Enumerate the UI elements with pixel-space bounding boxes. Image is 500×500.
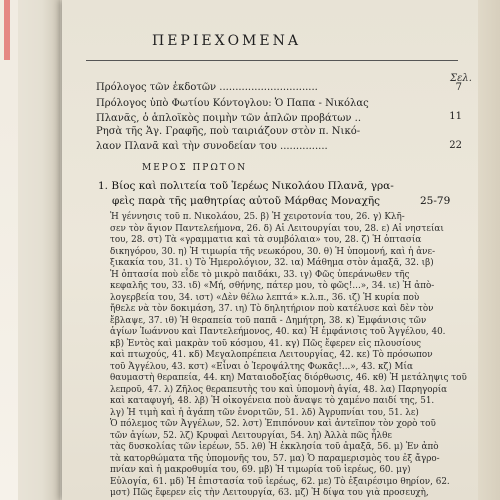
body-line: ξικακία του, 31. ι) Τὸ Ἡμερολόγιον, 32. ια) Μάθημα στὸν ἀμαξᾶ, 32. ιβ) (110, 258, 434, 268)
toc-entry-line: Πρόλογος τῶν ἐκδοτῶν ............................... (96, 82, 318, 93)
body-line: δικηγόρου, 30. η) Ἡ τιμωρία τῆς νεωκόρου, 30. θ) Ἡ ὑπομονή, καὶ ἡ ἀνε- (110, 246, 436, 257)
title-rule (86, 60, 458, 61)
chapter-entry-line: 1. Βίος καὶ πολιτεία τοῦ Ἱερέως Νικολάου Πλανᾶ, γρα- (98, 180, 394, 192)
toc-entry-line: Ρησὰ τῆς Ἁγ. Γραφῆς, ποὺ ταιριάζουν στὸν π. Νικό- (96, 126, 361, 137)
body-line: τῶν ἀγίων, 52. λζ) Κρυφαὶ Λειτουργίαι, 54. λη) Ἀλλὰ πῶς ἦλθε (110, 430, 392, 441)
body-line: λγ) Ἡ τιμὴ καὶ ἡ ἀγάπη τῶν ἐνοριτῶν, 51. λδ) Ἀγρυπνίαι του, 51. λε) (110, 407, 419, 418)
toc-entry-line: Πρόλογος ὑπὸ Φωτίου Κόντογλου: Ὁ Παπα - Νικόλας (96, 98, 369, 109)
body-line: σεν τὸν ἅγιον Παντελεήμονα, 26. δ) Αἱ Λειτουργίαι του, 28. ε) Αἱ νηστείαι (110, 223, 444, 234)
body-line: Ὁ πόλεμος τῶν Ἀγγέλων, 52. λστ) Ἐπιπόνουν καὶ ἀντεῖπον τὸν χορὸ τοῦ (110, 419, 436, 429)
body-line: Ἡ ὀπτασία ποὺ εἶδε τὸ μικρὸ παιδάκι, 33. ιγ) Φῶς ὑπεράνωθεν τῆς (110, 269, 410, 280)
toc-entry-line: λαον Πλανᾶ καὶ τὴν συνοδείαν του ............... (96, 141, 328, 152)
chapter-entry-pages: 25-79 (420, 195, 451, 207)
body-line: πνίαν καὶ ἡ μακροθυμία του, 69. μβ) Ἡ τιμωρία τοῦ ἱερέως, 60. μγ) (110, 465, 411, 475)
toc-entry-page: 11 (449, 111, 462, 122)
red-marking (4, 0, 10, 60)
body-line: ἁγίων Ἰωάννου καὶ Παντελεήμονος, 40. κα) Ἡ ἐμφάνισις τοῦ Ἀγγέλου, 40. (110, 327, 446, 337)
body-line: του, 28. στ) Τὰ «γραμματια καὶ τὰ συμβόλαια» του, 28. ζ) Ἡ ὀπτασία (110, 235, 422, 245)
book-page (62, 0, 500, 500)
body-line: θαυμαστὴ θεραπεία, 44. κη) Ματαιοδοξίας διόρθωσις, 46. κθ) Ἡ μετάληψις τοῦ (110, 373, 467, 383)
body-line: λεπροῦ, 47. λ) Ζῆλος θεραπευτὴς του καὶ ὑπομονὴ ἁγία, 48. λα) Παρηγορία (110, 384, 448, 395)
body-line: τὰς δυσκολίας τῶν ἱερέων, 55. λθ) Ἡ ἐκκλησία τοῦ ἀμαξᾶ, 56. μ) Ἐν ἀπὸ (110, 442, 439, 452)
adjacent-page (0, 0, 60, 500)
toc-entry-line: Πλανᾶς, ὁ ἁπλοϊκὸς ποιμὴν τῶν ἁπλῶν προβάτων .. (96, 113, 362, 124)
body-line: Εὐλογία, 61. μδ) Ἡ ἐπιστασία τοῦ ἱερέως, 62. με) Τὸ ἐξαιρέσιμο θηρίον, 62. (110, 476, 450, 487)
body-line: ἔβλαψε, 37. ιθ) Ἡ θεραπεία τοῦ παπᾶ - Δημήτρη, 38. κ) Ἐμφάνισις τῶν (110, 315, 427, 326)
body-line: Ἡ γέννησις τοῦ π. Νικολάου, 25. β) Ἡ χειροτονία του, 26. γ) Κλῆ- (110, 212, 405, 222)
chapter-entry-line: φεὶς παρὰ τῆς μαθητρίας αὐτοῦ Μάρθας Μοναχῆς (112, 195, 381, 207)
page-column-header: Σελ. (450, 73, 472, 84)
page-title: ΠΕΡΙΕΧΟΜΕΝΑ (152, 33, 301, 49)
body-line: λογερβεία του, 34. ιστ) «Δὲν θέλω λεπτά» κ.λ.π., 36. ιζ) Ἡ κυρία ποὺ (110, 292, 420, 303)
body-line: κβ) Ἐντὸς καὶ μακρὰν τοῦ κόσμου, 41. κγ) Πῶς ἔφερεν εἰς πλουσίους (110, 338, 422, 349)
body-line: καὶ πτωχούς, 41. κδ) Μεγαλοπρέπεια Λειτουργίας, 42. κε) Τὸ πρόσωπον (110, 350, 433, 360)
body-line: κεφαλῆς του, 33. ιδ) «Μή, σθήνης, πάτερ μου, τὸ φῶς!...», 34. ιε) Ἡ ἀπὸ- (110, 281, 435, 291)
toc-entry-page: 22 (449, 140, 462, 151)
section-heading: ΜΕΡΟΣ ΠΡΩΤΟΝ (142, 163, 248, 173)
body-line: καὶ καταφυγή, 48. λβ) Ἡ οἰκογένεια ποὺ ἄναψε τὸ χαμένο παιδί της, 51. (110, 396, 435, 406)
toc-entry-page: 7 (455, 82, 462, 93)
body-line: ἤθελε νὰ τὸν δοκιμάση, 37. ιη) Τὸ δηλητήριον ποὺ κατέλυσε καὶ δὲν τὸν (110, 304, 434, 314)
body-line: τὰ κατορθώματα τῆς ὑπομονῆς του, 57. μα) Ὁ παραμερισμὸς του ἐξ ἄγρο- (110, 453, 440, 464)
page-edge (478, 0, 500, 500)
body-line: μστ) Πῶς ἔφερεν εἰς τὴν Λειτουργία, 63. μζ) Ἡ δίψα του γιὰ προσευχὴ, (110, 488, 429, 498)
body-line: τοῦ Ἀγγέλου, 43. κστ) «Εἶναι ὁ Ἱεροψάλτης Φωκᾶς!...», 43. κζ) Μία (110, 361, 413, 372)
